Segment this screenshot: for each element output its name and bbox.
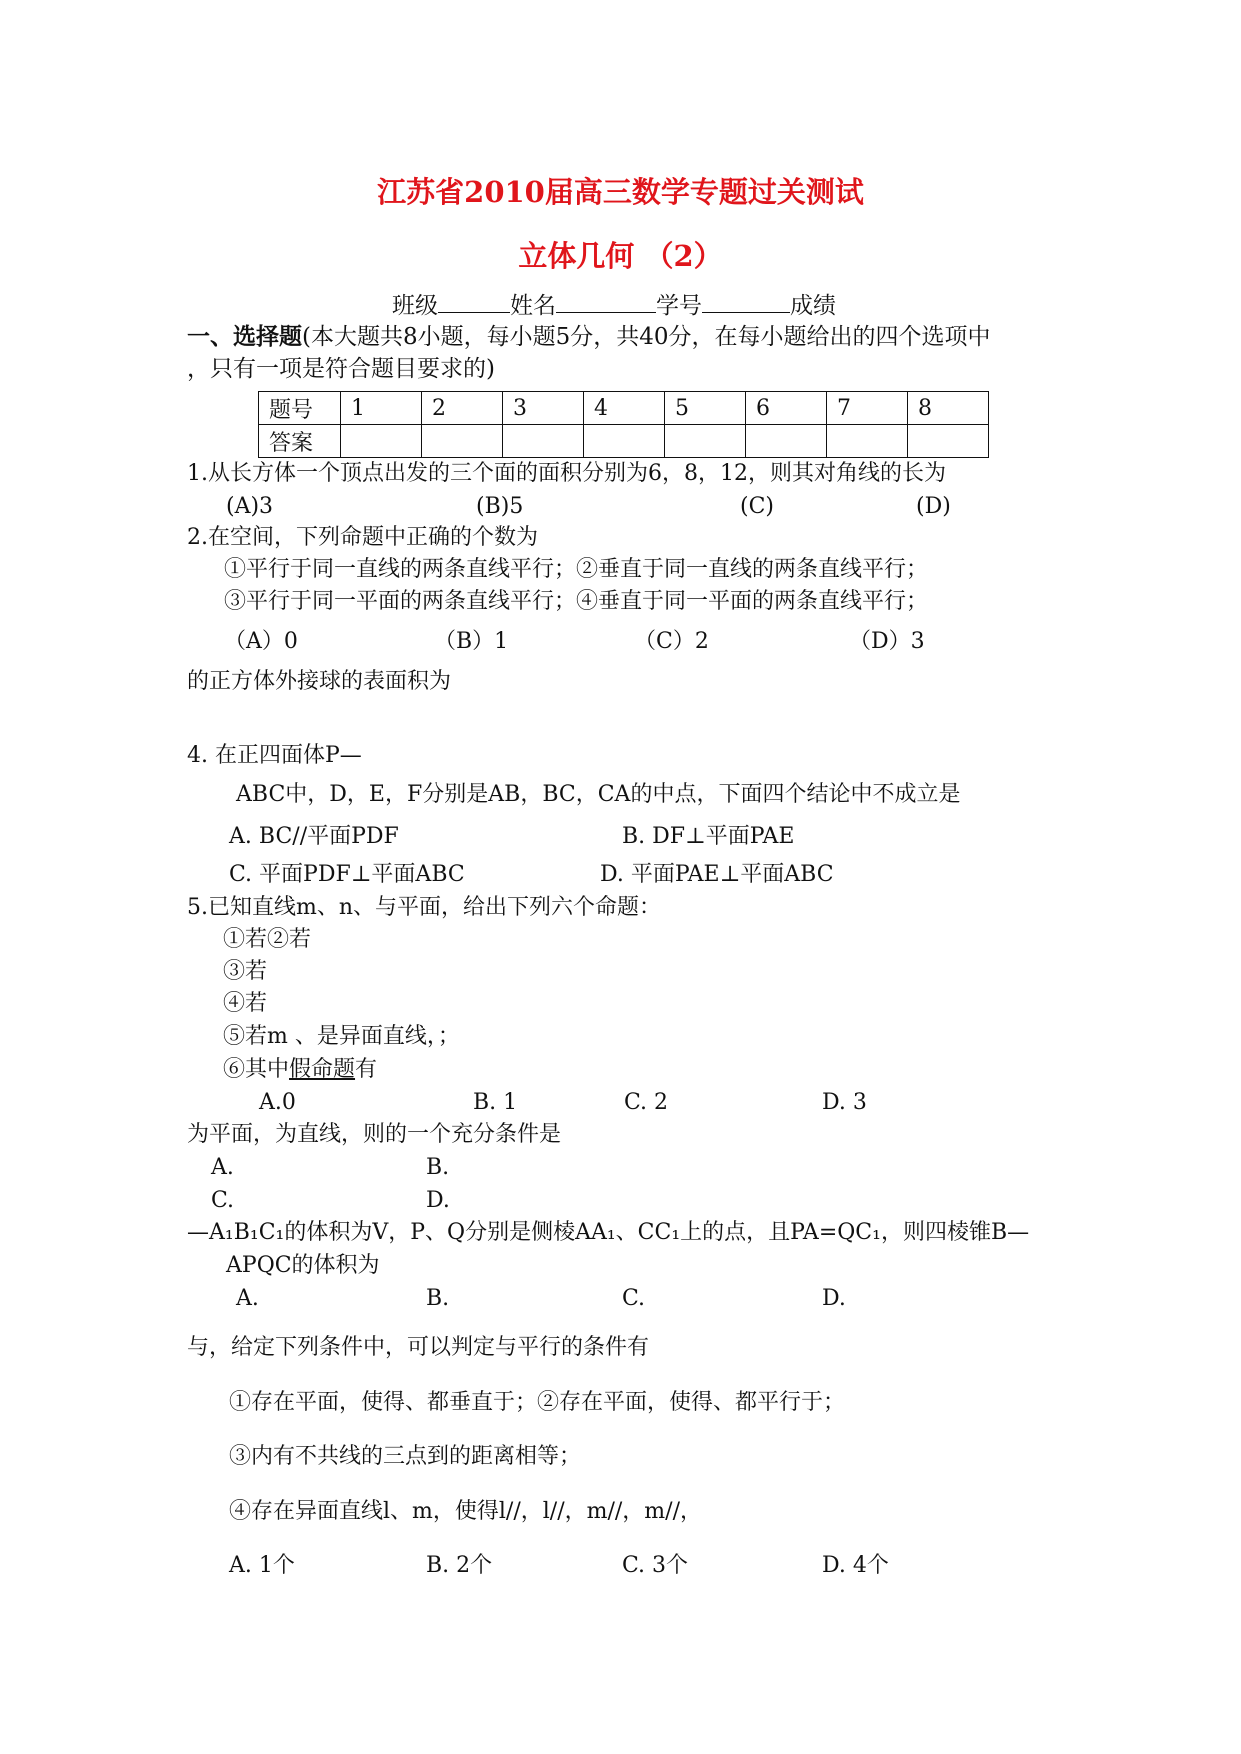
section-description-cont: ，只有一项是符合题目要求的) — [187, 356, 495, 382]
q1-stem: 1.从长方体一个顶点出发的三个面的面积分别为6，8，12，则其对角线的长为 — [187, 461, 946, 486]
q7-stem-2: APQC的体积为 — [226, 1253, 380, 1278]
q6-option-c: C. — [211, 1188, 235, 1213]
class-label: 班级 — [392, 293, 438, 319]
question-number-cell: 4 — [584, 392, 665, 425]
q7-option-c: C. — [622, 1286, 646, 1311]
q2-stem: 2.在空间，下列命题中正确的个数为 — [187, 525, 538, 550]
page-subtitle: 立体几何 （2） — [518, 239, 723, 273]
q5-option-a: A.0 — [259, 1090, 296, 1115]
q5-proposition-6 — [223, 1055, 377, 1085]
section-heading: 一、选择题 — [187, 323, 302, 350]
answer-cell[interactable] — [503, 425, 584, 458]
q2-option-d: （D）3 — [849, 629, 925, 654]
q7-stem-1: —A₁B₁C₁的体积为V，P、Q分别是侧棱AA₁、CC₁上的点，且PA=QC₁，则四棱锥B— — [187, 1220, 1030, 1245]
q8-option-b: B. 2个 — [426, 1553, 493, 1578]
score-label: 成绩 — [790, 293, 836, 319]
q4-stem-2: ABC中，D，E，F分别是AB，BC，CA的中点，下面四个结论中不成立是 — [236, 782, 961, 807]
answer-cell[interactable] — [746, 425, 827, 458]
q2-statement-2: ③平行于同一平面的两条直线平行；④垂直于同一平面的两条直线平行； — [224, 589, 929, 614]
q4-option-b: B. DF⊥平面PAE — [622, 824, 795, 849]
q4-option-a: A. BC//平面PDF — [229, 824, 399, 849]
q4-stem-1: 4. 在正四面体P— — [187, 743, 362, 768]
q7-option-a: A. — [236, 1286, 259, 1311]
q8-condition-4: ④存在异面直线l、m，使得l//，l//，m//，m//， — [229, 1499, 702, 1524]
q4-option-d: D. 平面PAE⊥平面ABC — [600, 862, 834, 887]
answer-cell[interactable] — [422, 425, 503, 458]
student-id-label: 学号 — [656, 293, 702, 319]
q5-option-b: B. 1 — [473, 1090, 518, 1115]
q8-condition-1-2: ①存在平面，使得、都垂直于；②存在平面，使得、都平行于； — [229, 1390, 846, 1415]
q5-option-c: C. 2 — [624, 1090, 669, 1115]
question-number-cell: 7 — [827, 392, 908, 425]
q3-stem: 的正方体外接球的表面积为 — [187, 669, 452, 694]
question-number-cell: 2 — [422, 392, 503, 425]
question-number-cell: 8 — [908, 392, 989, 425]
q2-option-a: （A）0 — [224, 629, 298, 654]
class-blank[interactable] — [438, 290, 510, 313]
q6-option-b: B. — [426, 1155, 450, 1180]
q5-p6-prefix: ⑥其中 — [223, 1057, 290, 1082]
answer-cell[interactable] — [908, 425, 989, 458]
answer-table — [258, 391, 989, 458]
q1-option-a: (A)3 — [226, 494, 274, 519]
q5-option-d: D. 3 — [822, 1090, 867, 1115]
answer-cell[interactable] — [665, 425, 746, 458]
q8-stem: 与，给定下列条件中，可以判定与平行的条件有 — [187, 1335, 650, 1360]
question-number-cell: 5 — [665, 392, 746, 425]
q6-stem: 为平面，为直线，则的一个充分条件是 — [187, 1122, 562, 1147]
q5-proposition-4: ④若 — [223, 991, 268, 1016]
q8-option-d: D. 4个 — [822, 1553, 889, 1578]
answer-cell[interactable] — [584, 425, 665, 458]
q2-statement-1: ①平行于同一直线的两条直线平行；②垂直于同一直线的两条直线平行； — [224, 557, 929, 582]
table-row — [259, 392, 989, 425]
q8-condition-3: ③内有不共线的三点到的距离相等； — [229, 1444, 582, 1469]
answer-cell[interactable] — [827, 425, 908, 458]
q1-option-d: (D) — [916, 494, 951, 519]
section-description: (本大题共8小题，每小题5分，共40分，在每小题给出的四个选项中 — [302, 324, 991, 350]
q5-proposition-3: ③若 — [223, 959, 268, 984]
q5-p6-underlined: 假命题 — [289, 1057, 356, 1082]
name-label: 姓名 — [510, 293, 556, 319]
q8-option-c: C. 3个 — [622, 1553, 689, 1578]
page-title: 江苏省2010届高三数学专题过关测试 — [377, 175, 864, 209]
table-header-cell: 题号 — [259, 392, 341, 425]
table-header-cell: 答案 — [259, 425, 341, 458]
student-info-line — [392, 290, 836, 321]
q6-option-d: D. — [426, 1188, 450, 1213]
q2-option-b: （B）1 — [434, 629, 509, 654]
q8-option-a: A. 1个 — [229, 1553, 295, 1578]
name-blank[interactable] — [556, 290, 656, 313]
q2-option-c: （C）2 — [634, 629, 709, 654]
question-number-cell: 1 — [341, 392, 422, 425]
q5-proposition-5: ⑤若m 、是异面直线，； — [223, 1024, 460, 1049]
q1-option-c: (C) — [740, 494, 774, 519]
answer-cell[interactable] — [341, 425, 422, 458]
q7-option-b: B. — [426, 1286, 450, 1311]
q1-option-b: (B)5 — [476, 494, 524, 519]
table-row — [259, 425, 989, 458]
q5-stem: 5.已知直线m、n、与平面，给出下列六个命题： — [187, 895, 662, 920]
question-number-cell: 6 — [746, 392, 827, 425]
student-id-blank[interactable] — [702, 290, 790, 313]
q6-option-a: A. — [211, 1155, 234, 1180]
q4-option-c: C. 平面PDF⊥平面ABC — [229, 862, 465, 887]
q5-p6-suffix: 有 — [355, 1057, 378, 1082]
question-number-cell: 3 — [503, 392, 584, 425]
section-heading-line — [187, 322, 991, 352]
q5-proposition-1-2: ①若②若 — [223, 927, 312, 952]
q7-option-d: D. — [822, 1286, 846, 1311]
